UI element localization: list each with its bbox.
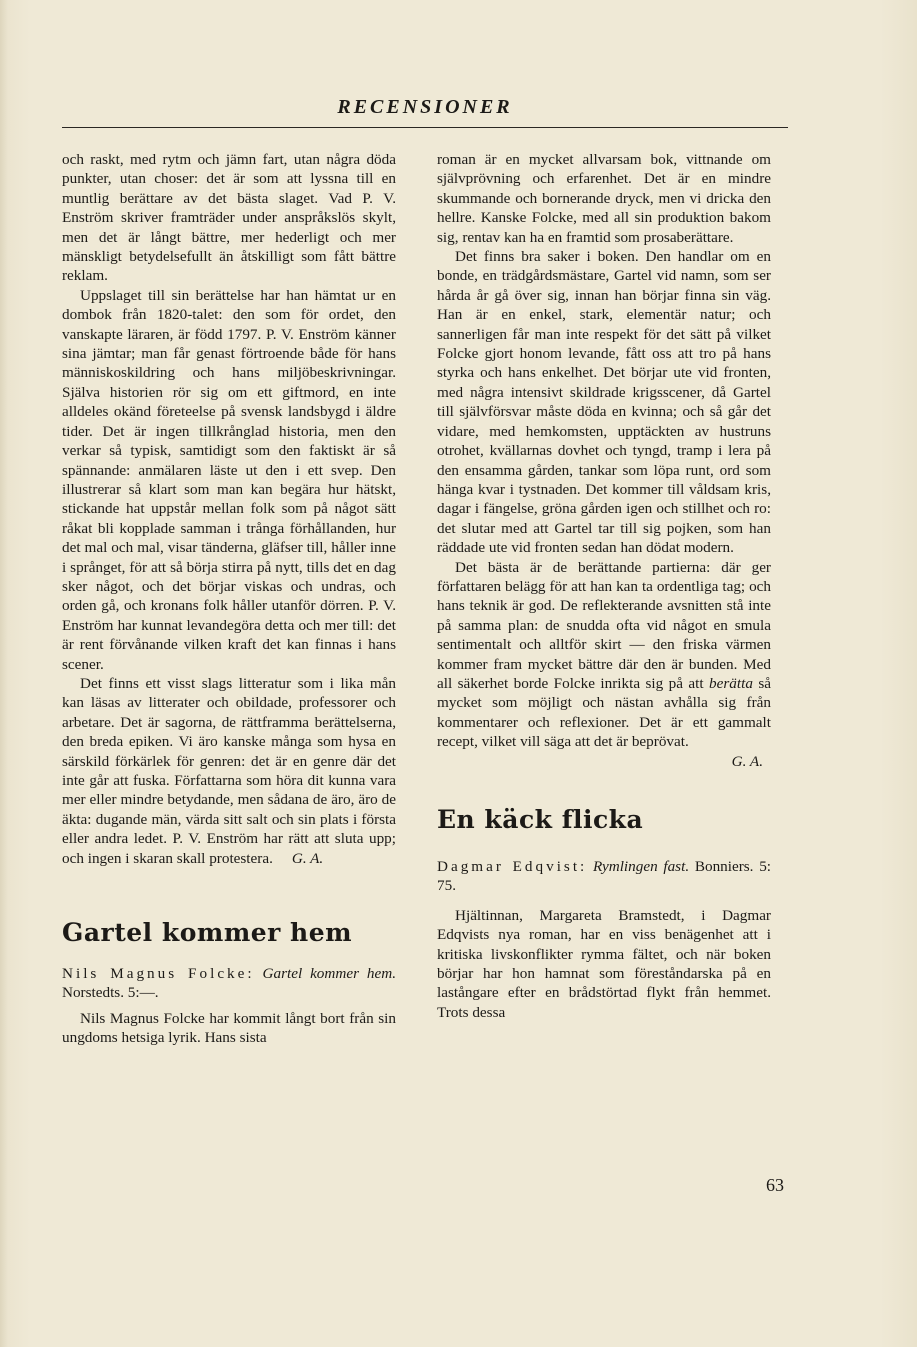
paragraph — [437, 558, 771, 752]
running-header: RECENSIONER — [337, 96, 513, 118]
paragraph-text: Det finns ett visst slags litteratur som i lika mån kan läsas av litterater och obildade, professorer och arbetare. Det är sagorna, de rättframma berättelserna, den breda epiken. Vi äro kanske många som hysa en särskild förkärlek för genren: det är en genre där det inte går att fuska. Författarna som höra dit kunna vara mer eller mindre betydande, men sådana de äro, äro de äkta: dugande män, värda sitt salt och sin plats i första eller andra ledet. P. V. Enström har rätt att sluta upp; och ingen i skaran skall protestera. — [62, 674, 396, 867]
review-publisher: Norstedts. 5:—. — [62, 984, 159, 1002]
signature: G. A. — [731, 752, 763, 770]
paragraph: och raskt, med rytm och jämn fart, utan några döda punkter, utan choser: det är som att lyssna till en muntlig berättare av det bästa slaget. Vad P. V. Enström skriver framträder under anspråkslös skylt, men det är långt bättre, mer hederligt och mer mänskligt betydelsefullt än åtskilligt som fått bättre reklam. — [62, 151, 396, 285]
paragraph-text: så mycket som möjligt och nästan avhålla sig från kommentarer och reflexioner. Det är ett gammalt recept, vilket vill säga att det är beprövat. — [437, 674, 772, 751]
header-rule — [62, 127, 788, 128]
review-title: Gartel kommer hem — [62, 918, 353, 948]
paragraph: Det finns bra saker i boken. Den handlar om en bonde, en trädgårdsmästare, Gartel vid namn, som ser hårda år gå över sig, innan han börjar finna sin väg. Han är en enkel, stark, elementär natur; och sannerligen får man inte respekt för det sätt på vilket Folcke gjort honom levande, fått oss att tro på hans styrka och hans enkelhet. Det börjar ute vid fronten, med några intensivt skildrade krigsscener, då Gartel till självförsvar måste döda en kvinna; och så går det vidare, med hemkomsten, upptäckten av hustruns otrohet, kvällarnas dovhet och tyngd, tramp i lera på den ensamma gården, tankar som löpa runt, ord som hänga kvar i tystnaden. Det kommer till våldsam kris, dagar i fängelse, gröna gården igen och stillhet och ro: det slutar med att Gartel tar till sig pojken, som han räddade ute vid fronten sedan han dödat modern. — [437, 248, 771, 557]
review-author: Nils Magnus Folcke: — [62, 965, 255, 983]
paragraph — [62, 674, 396, 868]
review-byline — [62, 964, 396, 1003]
left-column — [62, 150, 396, 1048]
review-byline — [437, 857, 771, 896]
review-publisher: Bonniers. 5: 75. — [437, 858, 772, 895]
review-author: Dagmar Edqvist: — [437, 858, 588, 875]
right-column — [437, 150, 771, 1022]
review-book: Gartel kommer hem. — [262, 965, 396, 983]
paragraph: Hjältinnan, Margareta Bramstedt, i Dagmar Edqvists nya roman, har en viss benägenhet att i kritiska livskonflikter rymma fältet, och när boken börjar har hon hamnat som föreståndarska på en lastångare efter en brådstörtad flykt från hemmet. Trots dessa — [437, 906, 771, 1021]
paragraph: Uppslaget till sin berättelse har han hämtat ur en dombok från 1820-talet: den som för ordet, den vanskapte läraren, är född 1797. P. V. Enström känner sina jämtar; man får genast förtroende både för hans människoskildring och hans miljöbeskrivningar. Själva historien rör sig om ett giftmord, en inte alldeles okänd företeelse på svensk landsbygd i äldre tider. Det är ingen tillkrånglad historia, men den verkar så typisk, samtidigt som den faktiskt är så spännande: anmälaren läste ut den i ett svep. Den illustrerar så klart som man kan begära hur hätskt, stickande hat uppstår mellan folk som på något sätt råkat bli kopplade samman i trånga förhållanden, hur det mal och mal, visar tänderna, gläfser till, håller inne i språnget, för att så börja stirra på nytt, tills det en dag sker något, och det börjar viskas och undras, och orden gå, och kronans folk håller utanför dörren. P. V. Enström har kunnat levandegöra detta och mer till: det är rent förvånande vilken kraft det kan finnas i hans scener. — [62, 286, 396, 673]
paragraph: Nils Magnus Folcke har kommit långt bort från sin ungdoms hetsiga lyrik. Hans sista — [62, 1009, 396, 1047]
review-book: Rymlingen fast. — [592, 858, 690, 875]
emphasis: berätta — [709, 674, 753, 692]
review-title: En käck flicka — [437, 805, 644, 834]
signature: G. A. — [291, 849, 324, 867]
page-number: 63 — [766, 1175, 784, 1195]
paragraph-text: Det bästa är de berättande partierna: där ger författaren belägg för att han kan ta ordentliga tag; och hans teknik är god. De reflekterande avsnitten stå inte på samma plan: de snudda ofta vid något en smula sentimentalt och alltför skirt — den friska värmen kommer fram mycket bättre där den är bunden. Med all säkerhet borde Folcke inrikta sig på att — [437, 558, 771, 692]
paragraph: roman är en mycket allvarsam bok, vittnande om självprövning och erfarenhet. Det är en mindre skummande och bornerande dryck, men vi dricka den hellre. Kanske Folcke, med all sin produktion bakom sig, rentav kan ha en framtid som prosaberättare. — [437, 151, 771, 246]
